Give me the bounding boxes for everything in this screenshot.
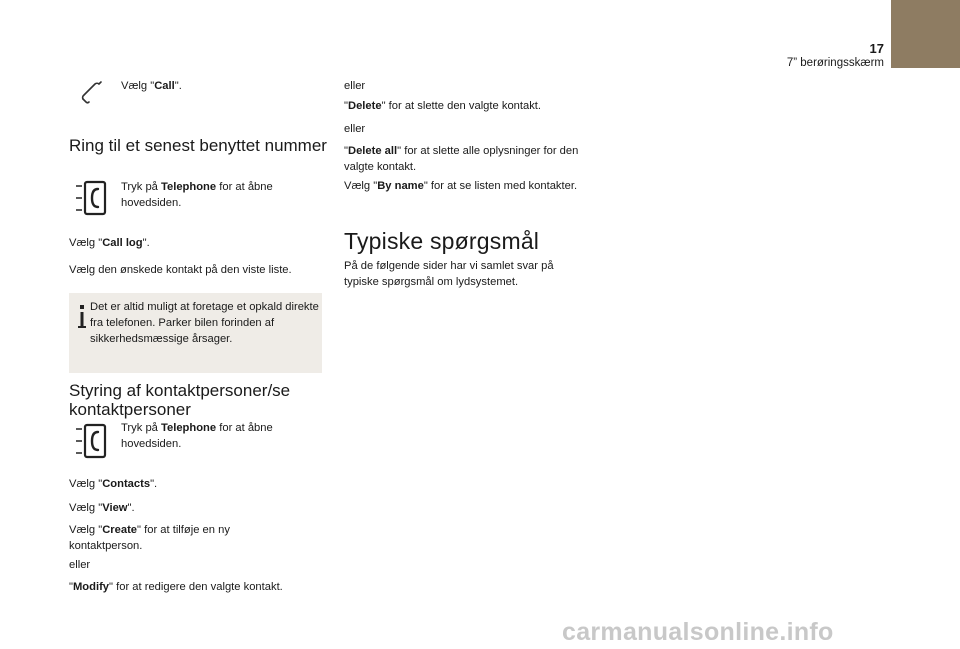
or-text: eller (344, 80, 366, 92)
info-text: Det er altid muligt at foretage et opkald direkte fra telefonen. Parker bilen forinden af sikkerhedsmæssige årsager. (90, 301, 319, 345)
info-box (69, 293, 322, 373)
watermark: carmanualsonline.info (562, 618, 834, 646)
telephone-menu-icon (73, 423, 107, 459)
chapter-title: 7” berøringsskærm (786, 57, 884, 69)
handset-call-icon (78, 78, 106, 106)
or-text: eller (69, 559, 91, 571)
telephone-menu-icon (73, 180, 107, 216)
modify-instruction: "Modify" for at redigere den valgte kontakt. (69, 581, 283, 593)
section-contacts-title: Styring af kontaktpersoner/se kontaktpersoner (69, 381, 291, 419)
info-icon (77, 305, 87, 329)
choose-contact-instruction: Vælg den ønskede kontakt på den viste liste. (69, 264, 292, 276)
section-recent-number-title: Ring til et senest benyttet nummer (69, 136, 327, 155)
page-number: 17 (869, 41, 884, 56)
call-instruction: Vælg "Call". (121, 80, 182, 92)
view-instruction: Vælg "View". (69, 502, 135, 514)
create-instruction: Vælg "Create" for at tilføje en ny kontaktperson. (69, 524, 230, 552)
chapter-tab (891, 0, 960, 68)
delete-all-instruction: "Delete all" for at slette alle oplysninger for den valgte kontakt. (344, 145, 579, 173)
by-name-instruction: Vælg "By name" for at se listen med kontakter. (344, 180, 578, 192)
call-log-instruction: Vælg "Call log". (69, 237, 150, 249)
tap-telephone-instruction: Tryk på Telephone for at åbne hovedsiden. (121, 181, 273, 209)
or-text: eller (344, 123, 366, 135)
tap-telephone-instruction-2: Tryk på Telephone for at åbne hovedsiden. (121, 422, 273, 450)
contacts-instruction: Vælg "Contacts". (69, 478, 158, 490)
delete-instruction: "Delete" for at slette den valgte kontakt. (344, 100, 542, 112)
section-faq-title: Typiske spørgsmål (344, 228, 540, 254)
faq-intro: På de følgende sider har vi samlet svar på typiske spørgsmål om lydsystemet. (344, 260, 554, 288)
